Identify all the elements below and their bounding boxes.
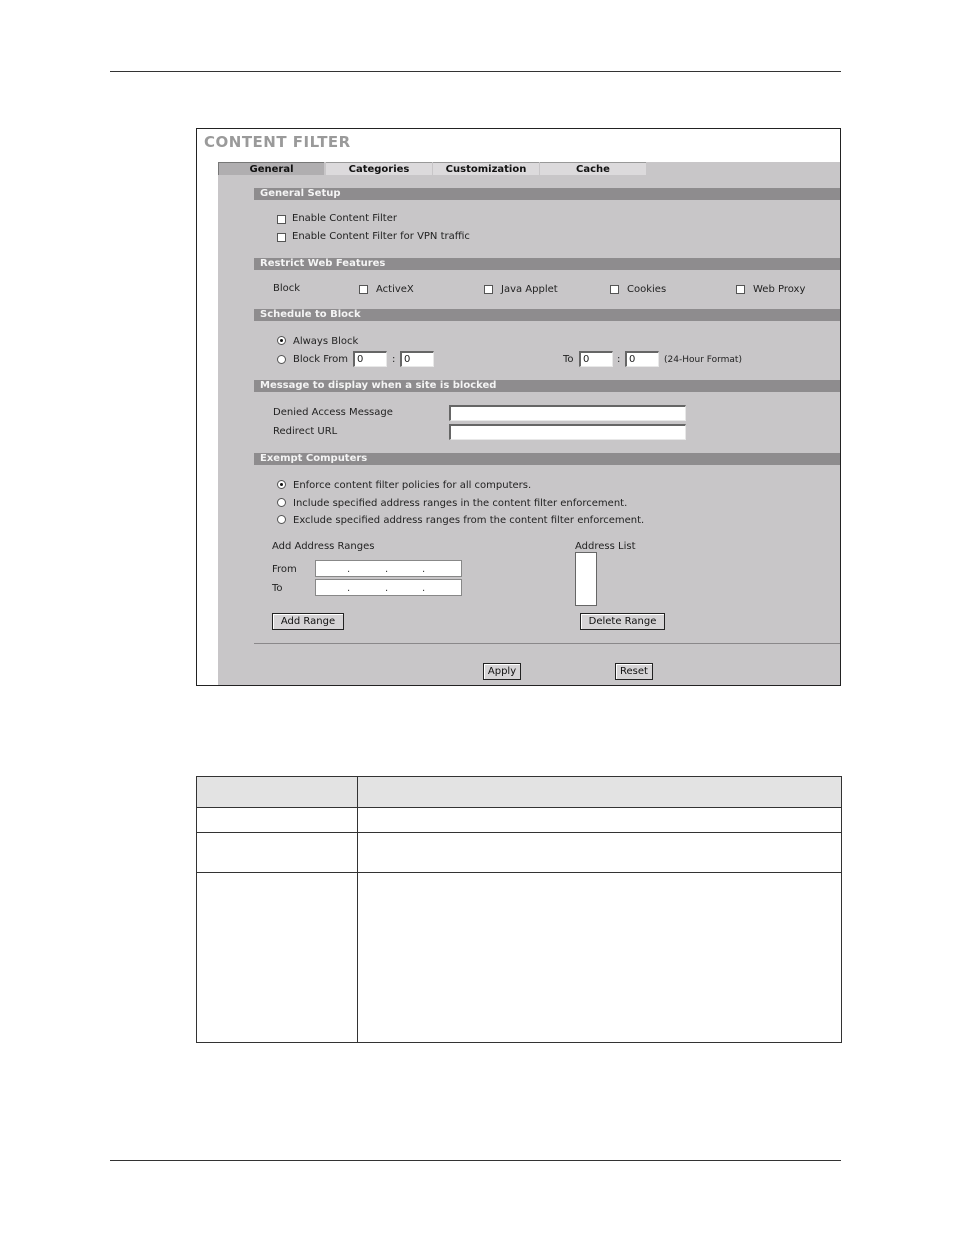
ip-dot: . (347, 583, 351, 594)
ip-dot: . (385, 564, 389, 575)
block-label: Block (273, 283, 301, 294)
table-cell (197, 873, 358, 1043)
denied-message-label: Denied Access Message (273, 407, 393, 418)
section-exempt: Exempt Computers (254, 453, 840, 465)
table-header-cell (197, 777, 358, 808)
table-cell (197, 808, 358, 833)
always-block-label: Always Block (293, 336, 359, 347)
table-cell (358, 873, 842, 1043)
range-from-ip-field[interactable] (315, 560, 462, 577)
redirect-url-label: Redirect URL (273, 426, 338, 437)
activex-label: ActiveX (376, 284, 414, 295)
page-footer-rule (110, 1160, 841, 1161)
section-schedule: Schedule to Block (254, 309, 840, 321)
exclude-ranges-label: Exclude specified address ranges from the content filter enforcement. (293, 515, 645, 526)
section-general-setup: General Setup (254, 188, 840, 200)
cookies-checkbox[interactable] (610, 285, 619, 294)
ip-dot: . (422, 564, 426, 575)
activex-checkbox[interactable] (359, 285, 368, 294)
tab-cache[interactable]: Cache (540, 162, 646, 175)
enable-filter-checkbox[interactable] (277, 215, 286, 224)
always-block-radio[interactable] (277, 336, 286, 345)
ip-dot: . (422, 583, 426, 594)
include-ranges-label: Include specified address ranges in the content filter enforcement. (293, 498, 628, 509)
ip-dot: . (385, 583, 389, 594)
button-separator (254, 643, 840, 644)
range-to-ip-field[interactable] (315, 579, 462, 596)
page-title: CONTENT FILTER (204, 133, 351, 151)
add-ranges-label: Add Address Ranges (272, 541, 375, 552)
denied-message-field[interactable] (449, 405, 686, 421)
format-note: (24-Hour Format) (664, 355, 742, 365)
to-label: To (563, 354, 574, 365)
description-table (196, 776, 842, 1043)
delete-range-button[interactable]: Delete Range (580, 613, 665, 630)
table-row (197, 873, 842, 1043)
tab-general[interactable]: General (218, 162, 324, 175)
address-list-label: Address List (575, 541, 636, 552)
apply-button[interactable]: Apply (483, 663, 521, 680)
cookies-label: Cookies (627, 284, 667, 295)
table-header-cell (358, 777, 842, 808)
table-cell (358, 833, 842, 873)
java-applet-label: Java Applet (501, 284, 558, 295)
to-separator: : (617, 354, 621, 365)
enforce-all-radio[interactable] (277, 480, 286, 489)
range-to-label: To (272, 583, 283, 594)
section-restrict-web: Restrict Web Features (254, 258, 840, 270)
to-minute-field[interactable]: 0 (625, 351, 659, 367)
table-row (197, 808, 842, 833)
table-cell (358, 808, 842, 833)
add-range-button[interactable]: Add Range (272, 613, 344, 630)
page-header-rule (110, 71, 841, 72)
table-row (197, 833, 842, 873)
section-message: Message to display when a site is blocked (254, 380, 840, 392)
block-from-radio[interactable] (277, 355, 286, 364)
web-proxy-checkbox[interactable] (736, 285, 745, 294)
enable-filter-label: Enable Content Filter (292, 213, 397, 224)
enable-vpn-label: Enable Content Filter for VPN traffic (292, 231, 470, 242)
range-from-label: From (272, 564, 297, 575)
to-hour-field[interactable]: 0 (579, 351, 613, 367)
enable-vpn-checkbox[interactable] (277, 233, 286, 242)
address-list-box[interactable] (575, 552, 597, 606)
redirect-url-field[interactable] (449, 424, 686, 440)
java-applet-checkbox[interactable] (484, 285, 493, 294)
reset-button[interactable]: Reset (615, 663, 653, 680)
tab-categories[interactable]: Categories (326, 162, 432, 175)
content-filter-screen (196, 128, 841, 686)
from-hour-field[interactable]: 0 (353, 351, 387, 367)
exclude-ranges-radio[interactable] (277, 515, 286, 524)
block-from-label: Block From (293, 354, 348, 365)
include-ranges-radio[interactable] (277, 498, 286, 507)
left-margin (197, 129, 218, 686)
table-header-row (197, 777, 842, 808)
web-proxy-label: Web Proxy (753, 284, 806, 295)
from-minute-field[interactable]: 0 (400, 351, 434, 367)
table-cell (197, 833, 358, 873)
from-separator: : (392, 354, 396, 365)
enforce-all-label: Enforce content filter policies for all computers. (293, 480, 532, 491)
tab-customization[interactable]: Customization (433, 162, 539, 175)
ip-dot: . (347, 564, 351, 575)
